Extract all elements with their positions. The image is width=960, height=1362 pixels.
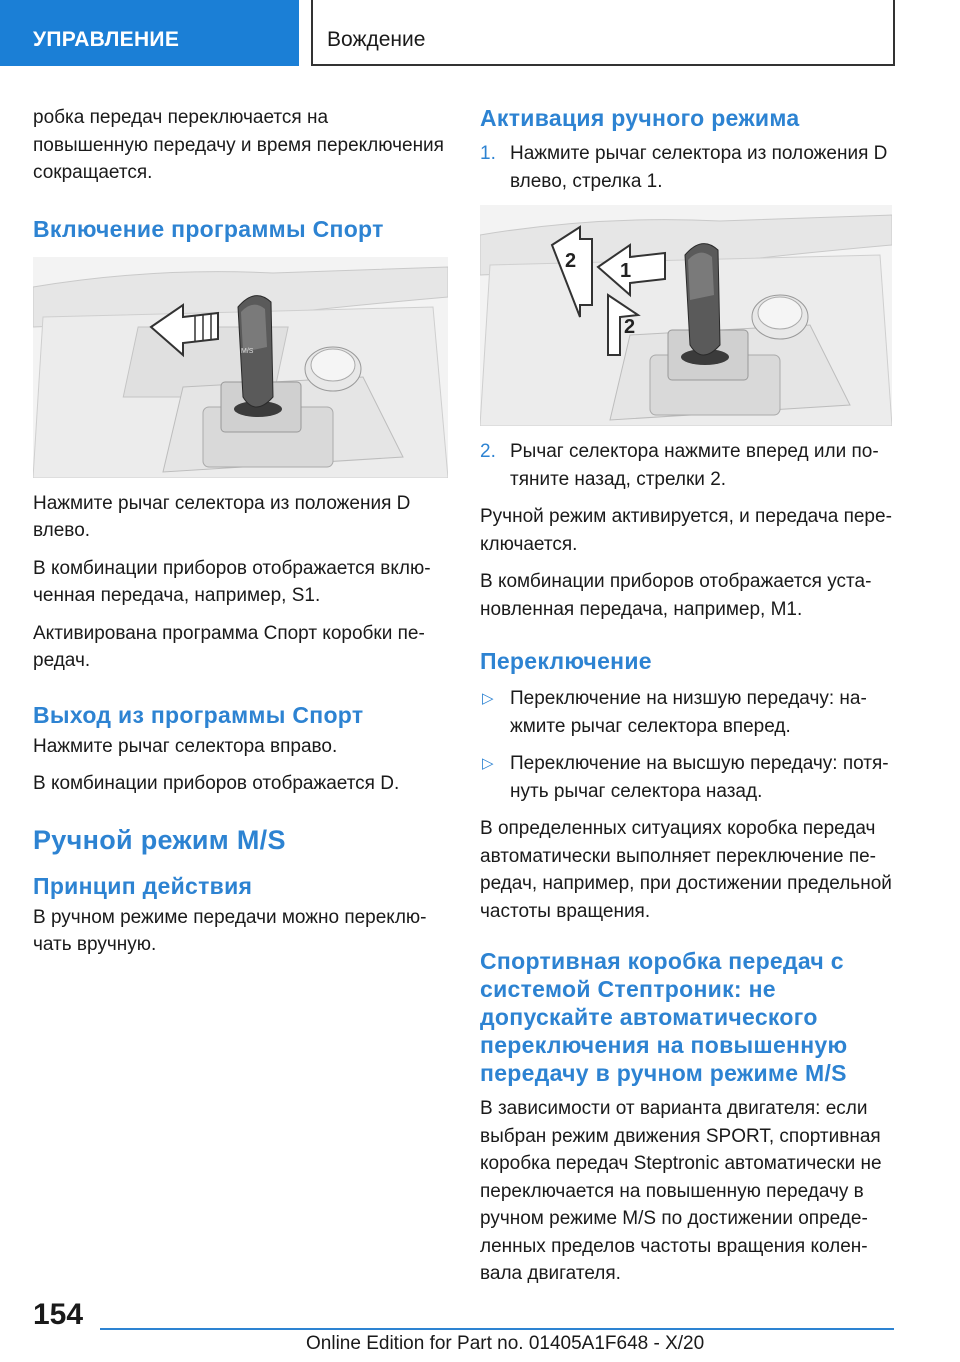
section-tab-label: УПРАВЛЕНИЕ (33, 28, 180, 51)
heading-principle: Принцип действия (33, 872, 253, 899)
chapter-tab[interactable] (311, 0, 895, 66)
auto-shift-paragraph: В определенных ситуациях коробка передач автоматически выполняет переключение пе-редач, например, при достижении предельной частоты вращения. (480, 818, 892, 922)
step-1 (480, 140, 892, 195)
step-2 (480, 438, 892, 493)
edition-text: Online Edition for Part no. 01405A1F648 - X/20 (306, 1333, 705, 1354)
heading-manual-mode: Ручной режим M/S (33, 824, 286, 855)
principle-paragraph: В ручном режиме передачи можно переклю-чать вручную. (33, 906, 427, 955)
triangle-bullet-icon: ▷ (482, 690, 494, 707)
bullet-downshift (480, 685, 892, 740)
triangle-bullet-icon: ▷ (482, 755, 494, 772)
heading-steptronic: Спортивная коробка передач с системой Стептроник: не допускайте автоматического переключения на повышенную передачу в ручном режиме M/S (480, 948, 848, 1086)
press-left-paragraph: Нажмите рычаг селектора из положения D влево. (33, 492, 411, 541)
step-2-number: 2. (480, 441, 496, 462)
heading-sport-off: Выход из программы Спорт (33, 701, 364, 728)
chapter-tab-label: Вождение (327, 28, 426, 51)
bullet-upshift (480, 750, 892, 805)
cluster-d-paragraph: В комбинации приборов отображается D. (33, 773, 400, 794)
section-tab[interactable] (0, 0, 299, 66)
manual-active-paragraph: Ручной режим активируется, и передача пере-ключается. (480, 506, 892, 555)
cluster-m1-paragraph: В комбинации приборов отображается уста-новленная передача, например, M1. (480, 571, 872, 620)
right-column (480, 104, 892, 1298)
arrow-2-label: 2 (565, 250, 577, 272)
step-1-text: Нажмите рычаг селектора из положения D влево, стрелка 1. (510, 143, 888, 192)
heading-activate-manual: Активация ручного режима (480, 105, 800, 131)
page-number: 154 (33, 1298, 84, 1331)
step-1-number: 1. (480, 143, 496, 164)
heading-sport-on: Включение программы Спорт (33, 215, 384, 242)
steptronic-paragraph: В зависимости от варианта двигателя: если выбран режим движения SPORT, спортивная коробка передач Steptronic автоматически не переключается на повышенную передачу в ручном режиме M/S по достижении опреде-ленных пределов частоты вращения колен-вала двигателя. (480, 1098, 882, 1284)
arrow-1-label: 1 (620, 260, 632, 282)
bullet-downshift-text: Переключение на низшую передачу: на-жмите рычаг селектора вперед. (510, 688, 867, 737)
footer-divider (100, 1328, 894, 1330)
gear-selector-illustration-sport (33, 257, 448, 478)
sport-activated-paragraph: Активирована программа Спорт коробки пе-редач. (33, 622, 425, 671)
bullet-upshift-text: Переключение на высшую передачу: потя-нуть рычаг селектора назад. (510, 753, 889, 802)
press-right-paragraph: Нажмите рычаг селектора вправо. (33, 735, 338, 757)
gear-selector-illustration-manual (480, 205, 892, 426)
ms-label: M/S (241, 347, 254, 355)
heading-shifting: Переключение (480, 648, 652, 674)
arrow-2b-label: 2 (624, 316, 636, 338)
left-column (33, 104, 448, 969)
intro-paragraph: робка передач переключается на повышенную передачу и время переключения сокращается. (33, 107, 444, 183)
step-2-text: Рычаг селектора нажмите вперед или по-тяните назад, стрелки 2. (510, 441, 879, 490)
cluster-gear-paragraph: В комбинации приборов отображается вклю-ченная передача, например, S1. (33, 557, 431, 606)
